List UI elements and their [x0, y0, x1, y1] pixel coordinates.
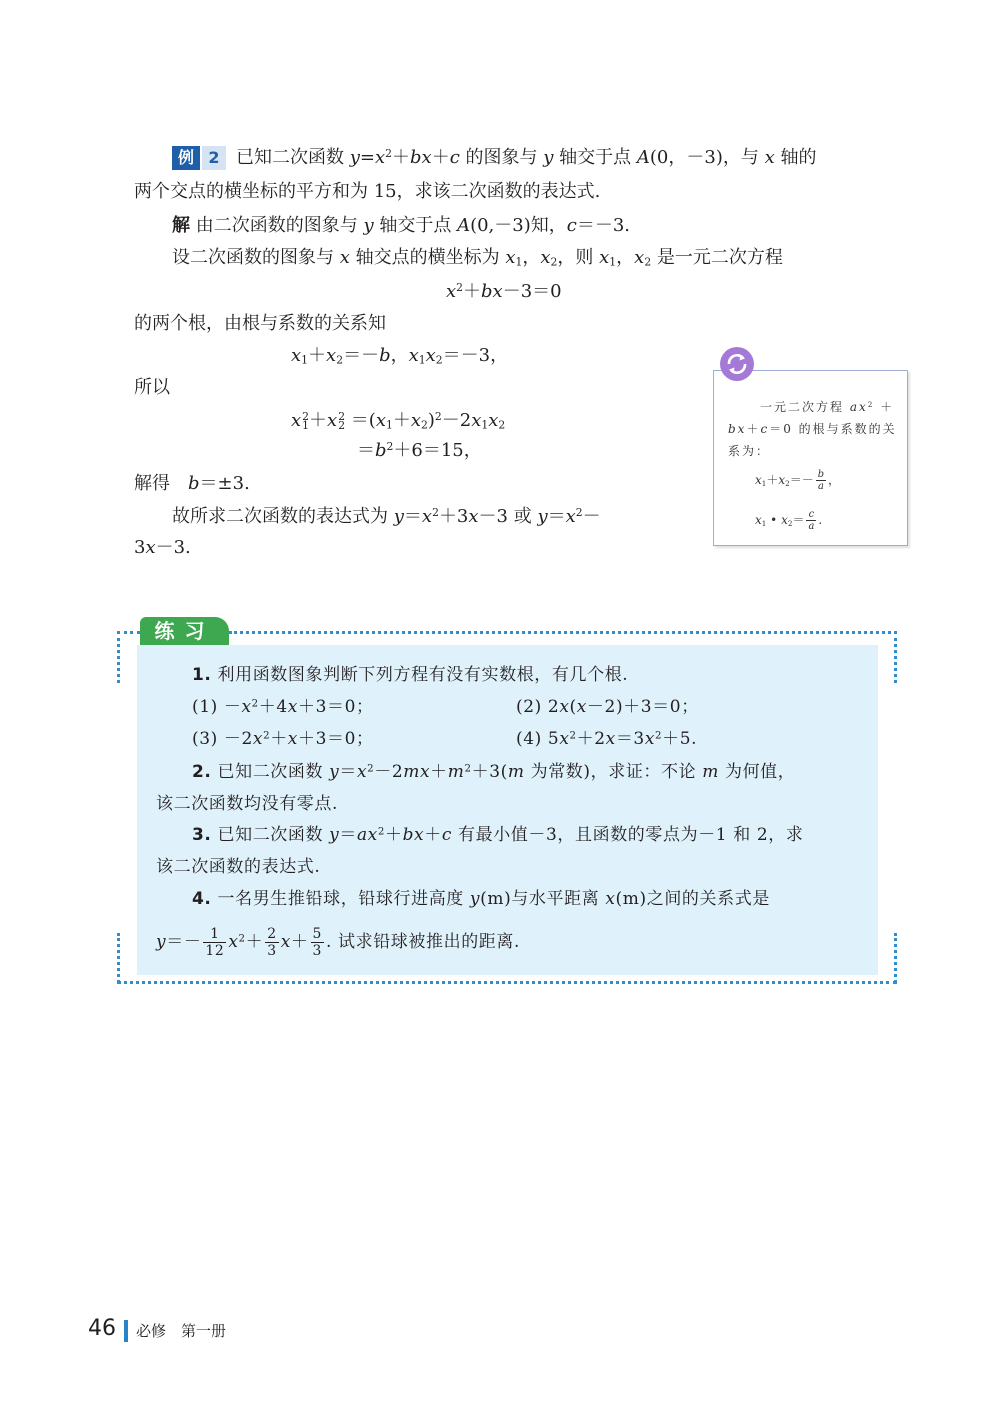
exercise-4-line-2: y＝－ $\frac{1}{12}$ $x^2+$ $\frac{2}{3}$ x＋ $\frac{5}{3}$ . 试求铅球被推出的距离.: [156, 925, 520, 959]
equation-sum-squares-1: x 2 1 ＋x 2 2 $=(x_1+x_2)^2-2x_1x_2$: [291, 409, 506, 433]
practice-tab: 练习: [140, 617, 229, 645]
exercise-4-text: 一名男生推铅球，铅球行进高度 y(m)与水平距离 x(m)之间的关系式是: [211, 889, 770, 909]
exercise-2-number: 2.: [192, 762, 212, 782]
exercise-1-number: 1.: [192, 665, 212, 685]
practice-border-right-bottom: [894, 933, 897, 983]
exercise-3: [192, 820, 803, 850]
practice-border-top-left: [117, 631, 140, 634]
exercise-1-text: 利用函数图象判断下列方程有没有实数根，有几个根.: [211, 665, 629, 685]
example-label-char: 例: [172, 146, 200, 170]
equation-quadratic: $x^2+bx-3=0$: [446, 281, 562, 302]
exercise-2-line-2: 该二次函数均没有零点.: [156, 794, 339, 814]
fraction: $\frac{b}{a}$: [817, 468, 825, 492]
exercise-2: [192, 757, 795, 787]
exercise-4-number: 4.: [192, 889, 212, 909]
footer-divider: [124, 1320, 128, 1342]
exercise-1-part-4: (4) $5x^2+2x=3x^2+5$.: [516, 729, 698, 749]
equation-sum-squares-2: $=b^2+6=15$，: [357, 440, 482, 461]
practice-border-bottom: [117, 981, 897, 984]
solution-lead: 解: [172, 215, 190, 236]
exercise-2-text: 已知二次函数 $y=x^2-2mx+m^2+3(m$ 为常数)，求证：不论 m 为何值，: [211, 762, 796, 782]
exercise-3-text: 已知二次函数 $y=ax^2+bx+c$ 有最小值－3，且函数的零点为－1 和 2，求: [211, 825, 804, 845]
exercise-1-part-3: $(3) -2x^2+x+3=0$；: [192, 729, 374, 749]
fraction: $\frac{c}{a}$: [808, 508, 815, 532]
sidenote-line-3: 系为：: [728, 444, 771, 458]
exercise-3-line-2: 该二次函数的表达式.: [156, 857, 321, 877]
solution-line-7: 3x－3.: [134, 537, 191, 558]
sidenote-formula-sum: $x_1+x_2=-$ $\frac{b}{a}$ ，: [755, 468, 841, 492]
exercise-3-number: 3.: [192, 825, 212, 845]
example-problem-line-2: 两个交点的横坐标的平方和为 15，求该二次函数的表达式.: [134, 181, 601, 202]
practice-border-top: [229, 631, 897, 634]
solution-line-1-text: 由二次函数的图象与 y 轴交于点 A(0,－3)知，c＝－3.: [190, 215, 631, 236]
sidenote-line-2: bx＋c＝0 的根与系数的关: [728, 422, 897, 436]
equation-vieta: $x_1+x_2=-b$，$x_1x_2=-3$，: [291, 345, 509, 367]
exercise-4: [192, 884, 770, 914]
sidenote-line-1: 一元二次方程 $ax^2$ ＋: [760, 400, 895, 414]
fraction: $\frac{2}{3}$: [267, 925, 277, 959]
solution-line-4: 所以: [134, 377, 170, 398]
practice-border-left-top: [117, 631, 120, 683]
fraction: $\frac{1}{12}$: [205, 925, 225, 959]
practice-border-right-top: [894, 631, 897, 683]
solution-line-5: 解得 b＝±3.: [134, 473, 250, 494]
practice-border-left-bottom: [117, 933, 120, 983]
solution-line-1: [172, 211, 630, 241]
example-label-number: 2: [200, 146, 226, 170]
example-label: [172, 146, 226, 170]
exercise-1-part-1: $(1) -x^2+4x+3=0$；: [192, 697, 374, 717]
exercise-1-part-2: (2) 2x(x－2)＋3＝0；: [516, 697, 699, 717]
fraction: $\frac{5}{3}$: [312, 925, 322, 959]
book-title: 必修 第一册: [136, 1322, 227, 1340]
solution-line-3: 的两个根，由根与系数的关系知: [134, 313, 386, 334]
page-number: 46: [88, 1316, 116, 1341]
example-problem-line-1: 已知二次函数 $y=x^2+bx+c$ 的图象与 y 轴交于点 A(0，－3)，与 x 轴的: [236, 147, 817, 168]
exercise-1: [192, 660, 628, 690]
refresh-icon: [718, 345, 756, 383]
solution-line-6: 故所求二次函数的表达式为 $y=x^2+3x-3$ 或 $y=x^2-$: [172, 506, 601, 527]
sidenote-formula-product: $x_1$ • $x_2=$ $\frac{c}{a}$ .: [755, 508, 823, 532]
solution-line-2: 设二次函数的图象与 x 轴交点的横坐标为 $x_1$，$x_2$，则 $x_1$，$x_2$ 是一元二次方程: [172, 247, 783, 269]
